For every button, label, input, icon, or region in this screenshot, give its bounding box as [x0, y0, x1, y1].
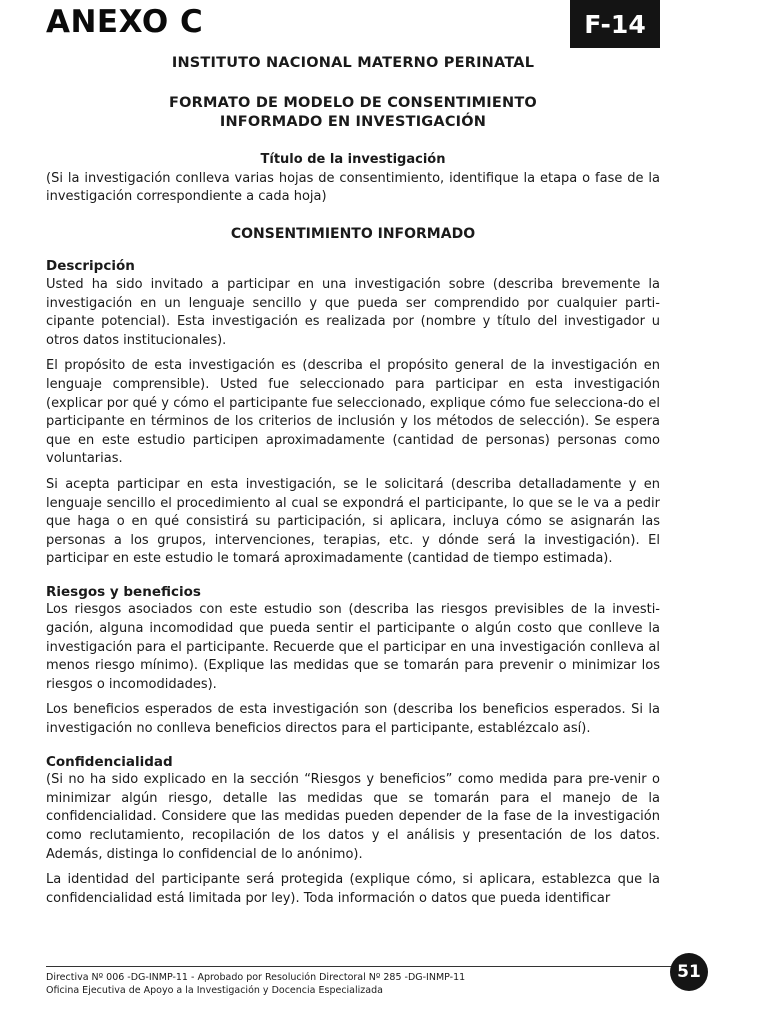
- heading-descripcion: Descripción: [46, 258, 135, 275]
- research-title-label: Título de la investigación: [260, 152, 446, 167]
- annex-title: ANEXO C: [46, 4, 204, 40]
- heading-confidencialidad: Confidencialidad: [46, 753, 173, 770]
- footer-office: Oficina Ejecutiva de Apoyo a la Investigación y Docencia Especializada: [46, 985, 383, 996]
- document-title-line-1: FORMATO DE MODELO DE CONSENTIMIENTO: [169, 95, 537, 111]
- riesgos-paragraph-1: Los riesgos asociados con este estudio son (describa las riesgos previsibles de la investi-gación, alguna incomodidad que pueda sentir el participante o algún costo que conlleve la investigación para el participante. Recuerde que el participar en una investigación conlleva al menos riesgo mínimo). (Explique las medidas que se tomarán para prevenir o minimizar los riesgos o incomodidades).: [46, 602, 660, 692]
- riesgos-paragraph-2: Los beneficios esperados de esta investigación son (describa los beneficios esperados. Si la investigación no conlleva beneficios directos para el participante, establézcalo así).: [46, 702, 660, 737]
- institution-name: INSTITUTO NACIONAL MATERNO PERINATAL: [171, 55, 535, 71]
- footer: [46, 971, 666, 997]
- document-title-line-2: INFORMADO EN INVESTIGACIÓN: [219, 114, 487, 130]
- footer-directive: Directiva Nº 006 -DG-INMP-11 - Aprobado por Resolución Directoral Nº 285 -DG-INMP-11: [46, 972, 466, 983]
- research-title-note: (Si la investigación conlleva varias hojas de consentimiento, identifique la etapa o fase de la investigación correspondiente a cada hoja): [46, 170, 660, 205]
- confidencialidad-paragraph-2: La identidad del participante será protegida (explique cómo, si aplicara, establezca que la confidencialidad está limitada por ley). Toda información o datos que pueda identificar: [46, 872, 660, 906]
- document-body: [46, 151, 660, 915]
- section-title: CONSENTIMIENTO INFORMADO: [230, 225, 476, 242]
- form-code-badge: F-14: [570, 0, 660, 48]
- descripcion-paragraph-3: Si acepta participar en esta investigación, se le solicitará (describa detalladamente y en lenguaje sencillo el procedimiento al cual se expondrá el participante, lo que se le va a pedir que haga o en qué consistirá su participación, si aplicara, incluya cómo se asignarán las personas a los grupos, intervenciones, terapias, etc. y dónde será la investigación). El participar en este estudio le tomará aproximadamente (cantidad de tiempo estimada).: [46, 476, 660, 567]
- descripcion-paragraph-2: El propósito de esta investigación es (describa el propósito general de la investigación en lenguaje comprensible). Usted fue seleccionado para participar en esta investigación (explicar por qué y cómo el participante fue seleccionado, explique cómo fue selecciona-do el participante en términos de los criterios de inclusión y los métodos de selección). Se espera que en este estudio participen aproximadamente (cantidad de personas) personas como voluntarias.: [46, 358, 660, 467]
- footer-divider: [46, 966, 672, 967]
- heading-riesgos: Riesgos y beneficios: [46, 583, 201, 600]
- document-title: [0, 94, 706, 132]
- confidencialidad-paragraph-1: (Si no ha sido explicado en la sección “Riesgos y beneficios” como medida para pre-venir o minimizar algún riesgo, detalle las medidas que se tomarán para el manejo de la confidencialidad. Considere que las medidas pueden depender de la fase de la investigación como reclutamiento, recopilación de los datos y el análisis y presentación de los datos. Además, distinga lo confidencial de lo anónimo).: [46, 772, 660, 862]
- descripcion-paragraph-1: Usted ha sido invitado a participar en una investigación sobre (describa brevemente la investigación en un lenguaje sencillo y que pueda ser comprendido por cualquier parti-cipante potencial). Esta investigación es realizada por (nombre y título del investigador u otros datos institucionales).: [46, 276, 660, 348]
- page-number-badge: 51: [670, 953, 708, 991]
